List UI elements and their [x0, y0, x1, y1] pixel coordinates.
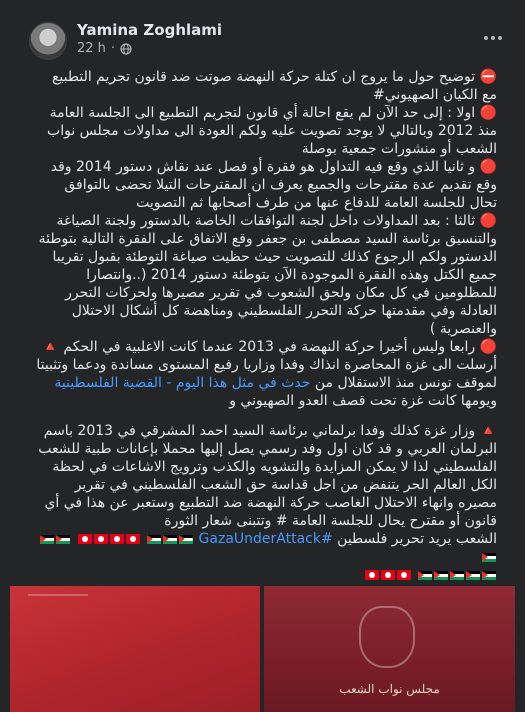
globe-icon — [120, 43, 132, 55]
palestine-flag-icon — [179, 535, 193, 544]
paragraph-5-text: 🔴 رابعا وليس أخيرا حركة النهضة في 2013 عندما كانت الاغلبية في الحكم 🔺 أرسلت الى غزة المحاصرة انذاك وفدا وزاريا رفيع المستوى مساندة ودعما وتثبيتا لموقف تونس منذ الاستقلال من حدث في مثل هذا اليوم - القضية الفلسطينية ويومها كانت غزة تحت قصف العدو الصهيوني و — [36, 339, 497, 409]
author-avatar[interactable] — [29, 22, 67, 60]
post-time[interactable]: 22 h — [77, 41, 106, 56]
post-photo-1[interactable] — [10, 586, 260, 712]
post-meta: 22 h · — [77, 41, 132, 56]
photo-caption: مجلس نواب الشعب — [339, 682, 440, 696]
post-paragraph-5 — [35, 338, 497, 410]
tunisia-flag-icon — [126, 534, 140, 544]
post-text — [35, 68, 497, 584]
post-paragraph-3: 🔴 و ثانيا الذي وقع فيه التداول هو فقرة أو فصل عند نقاش دستور 2014 وقد وقع تقديم عدة مقترحات والجميع يعرف ان المقترحات التيلا تحضى بالتوافق تحال للجلسة العامة للدفاع عنها من طرف أصحابها ثم التصويت — [50, 159, 497, 211]
author-name[interactable]: Yamina Zoghlami — [77, 21, 223, 39]
closing-text: الشعب يريد تحرير فلسطين — [337, 531, 497, 547]
post-paragraph-2: 🔴 اولا : إلى حد الآن لم يقع احالة أي قانون لتجريم التطبيع الى الجلسة العامة منذ 2012 وبالتالي لا يوجد تصويت عليه ولكم العودة الى مداولات مجلس نواب الشعب أو منشورات جمعية بوصلة — [47, 105, 497, 157]
tunisia-seal-icon — [359, 606, 415, 668]
hashtag-link[interactable]: #GazaUnderAttack — [198, 531, 333, 547]
post-paragraph-1: ⛔ توضيح حول ما يروج ان كتلة حركة النهضة صوتت ضد قانون تجريم التطبيع مع الكيان الصهيوني# — [51, 69, 497, 103]
post-paragraph-4: 🔴 ثالثا : بعد المداولات داخل لجنة التوافقات الخاصة بالدستور ولجنة الصياغة والتنسيق برئاسة السيد مصطفى بن جعفر وقع الاتفاق على الفقرة التالية بتوطئة الدستور ولكم الرجوع كذلك للتصويت حيث حظيت صياغة التوطئة بقبول تقريبا جميع الكتل وهذه الفقرة الموجودة الآن بتوطئة دستور 2014 (..وانتصارا للمظلومين في كل مكان ولحق الشعوب في تقرير مصيرها ولحركات التحرر العادلة وفي مقدمتها حركة التحرر الفلسطيني ومناهضة كل أشكال الاحتلال والعنصرية ) — [38, 213, 497, 337]
post-paragraph-6: 🔺 وزار غزة كذلك وفدا برلماني برئاسة السيد احمد المشرقي في 2013 باسم البرلمان العربي و قد كان اول وفد رسمي يصل إليها محملا بإعانات طبية للشعب الفلسطيني لذا لا يمكن المزايدة والتشويه والكذب وترويج الاشاعات في لحظة الكل العالم الحر يتنفض من اجل قداسة حق الشعب الفلسطيني في تقرير مصيره وانهاء الاحتلال الغاصب حركة النهضة ضد التطبيع وستعبر عن هذا في أي قانون أو مقترح يحال للجلسة العامة # وتتبنى شعار الثورة — [38, 423, 497, 529]
page-link[interactable]: حدث في مثل هذا اليوم - القضية الفلسطينية — [54, 375, 311, 391]
more-options-button[interactable] — [478, 26, 508, 50]
post-photo-2[interactable] — [264, 586, 515, 712]
flag-row-2 — [35, 566, 497, 584]
post-closing-line — [35, 530, 497, 566]
dot-icon — [484, 36, 488, 40]
